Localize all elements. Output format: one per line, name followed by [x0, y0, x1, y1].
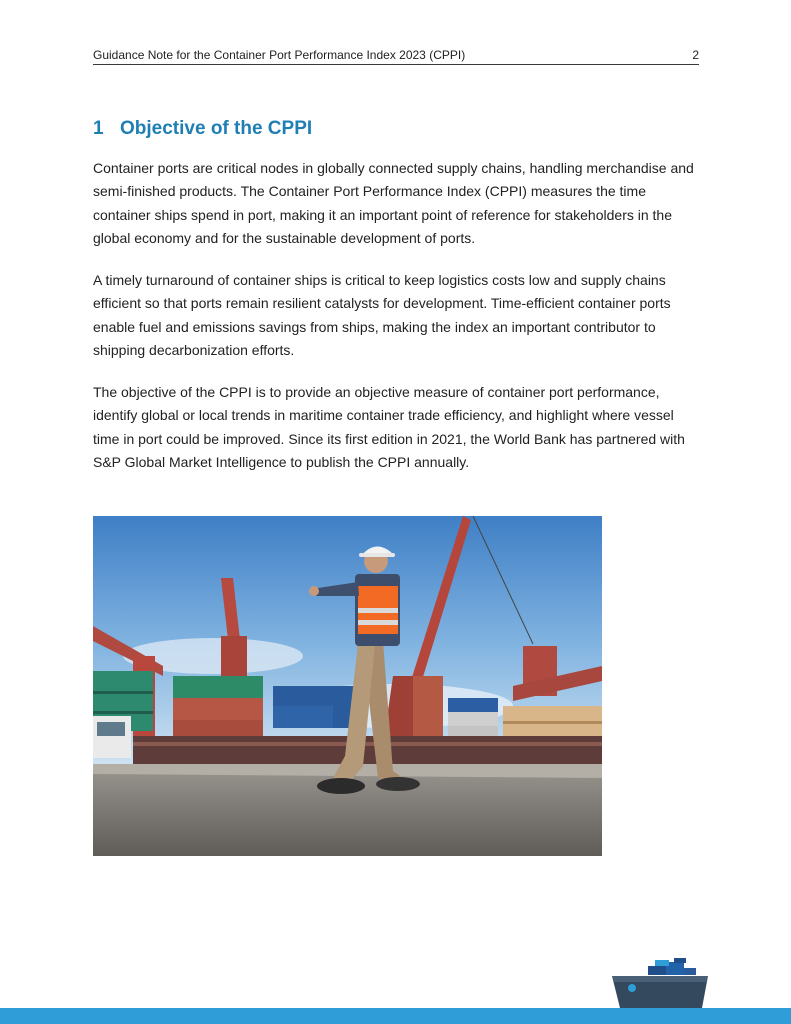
- page-number: 2: [692, 48, 699, 62]
- section-number: 1: [93, 118, 104, 139]
- port-worker-photo: [93, 516, 602, 856]
- paragraph-1: Container ports are critical nodes in globally connected supply chains, handling merchandise and semi-finished products. The Container Port Performance Index (CPPI) measures the time container ships spend in port, making it an important point of reference for stakeholders in the global economy and for the sustainable development of ports.: [93, 160, 694, 246]
- page-header: [93, 47, 699, 65]
- paragraph-3: The objective of the CPPI is to provide an objective measure of container port performance, identify global or local trends in maritime container trade efficiency, and highlight where vessel time in port could be improved. Since its first edition in 2021, the World Bank has partnered with S&P Global Market Intelligence to publish the CPPI annually.: [93, 384, 685, 470]
- container-ship-icon: [610, 956, 714, 1012]
- header-title: Guidance Note for the Container Port Performance Index 2023 (CPPI): [93, 48, 466, 62]
- paragraph-2: A timely turnaround of container ships is critical to keep logistics costs low and supply chains efficient so that ports remain resilient catalysts for development. Time-efficient container ports enable fuel and emissions savings from ships, making the index an important contributor to shipping decarbonization efforts.: [93, 272, 671, 358]
- section-heading: [93, 118, 312, 140]
- section-title-text: Objective of the CPPI: [120, 118, 313, 139]
